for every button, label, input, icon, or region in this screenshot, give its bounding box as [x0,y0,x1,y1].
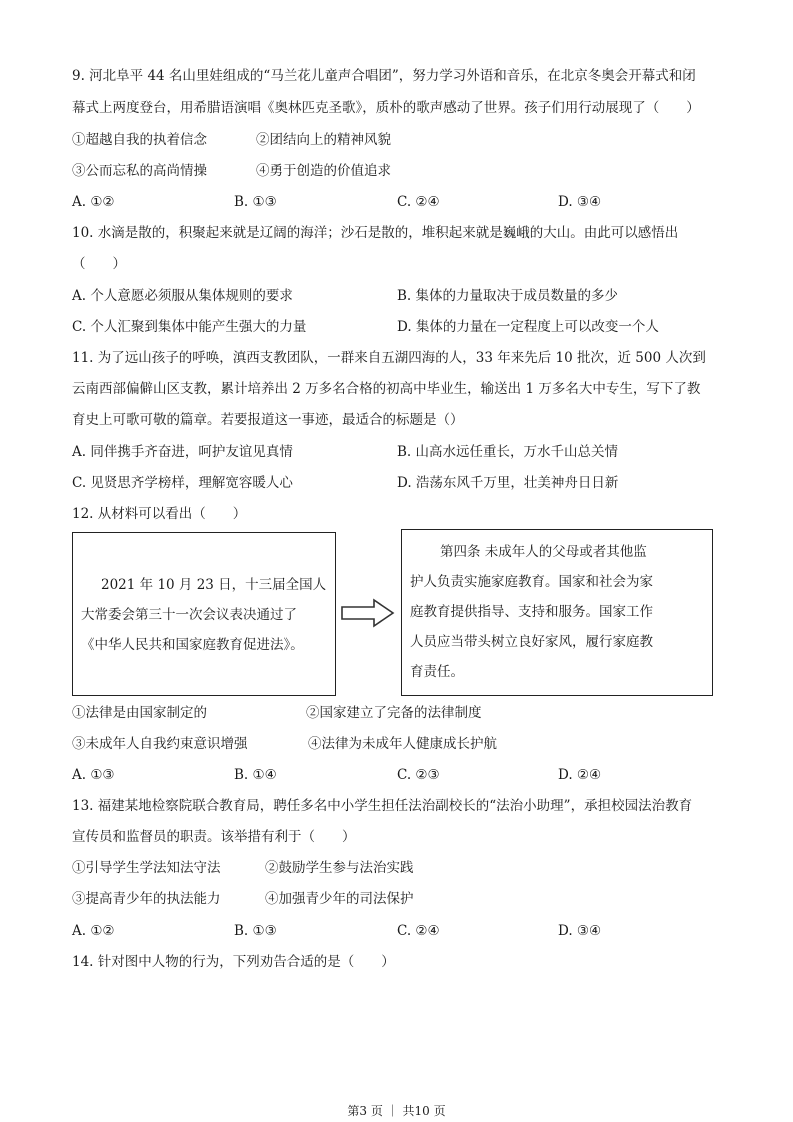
q9-stem-line1: 9. 河北阜平 44 名山里娃组成的“马兰花儿童声合唱团”，努力学习外语和音乐，在北京冬奥会开幕式和闭 [72,68,696,84]
q12-left-line1: 2021 年 10 月 23 日，十三届全国人 [101,577,327,593]
q10-stem-line1: 10. 水滴是散的，积聚起来就是辽阔的海洋；沙石是散的，堆积起来就是巍峨的大山。由此可以感悟出 [72,225,679,241]
q10-option-b: B. 集体的力量取决于成员数量的多少 [397,288,619,304]
q12-item-2: ②国家建立了完备的法律制度 [306,705,482,721]
q12-right-line1: 第四条 未成年人的父母或者其他监 [440,544,647,560]
q13-item-1: ①引导学生学法知法守法 [72,860,221,876]
q12-item-4: ④法律为未成年人健康成长护航 [308,736,497,752]
q9-option-b: B. ①③ [234,194,277,210]
q12-option-b: B. ①④ [234,767,277,783]
q9-item-1: ①超越自我的执着信念 [72,132,207,148]
q12-right-line2: 护人负责实施家庭教育。国家和社会为家 [410,574,653,590]
q9-option-c: C. ②④ [397,194,440,210]
q12-option-d: D. ②④ [558,767,602,783]
right-arrow-icon [340,598,396,628]
q11-stem-line2: 云南西部偏僻山区支教，累计培养出 2 万多名合格的初高中毕业生，输送出 1 万多名大中专生，写下了教 [72,381,701,397]
q14-stem: 14. 针对图中人物的行为，下列劝告合适的是（ ） [72,954,395,970]
q9-option-a: A. ①② [72,194,115,210]
q13-option-a: A. ①② [72,923,115,939]
q11-option-a: A. 同伴携手齐奋进，呵护友谊见真情 [72,444,293,460]
q9-item-4: ④勇于创造的价值追求 [256,163,391,179]
q12-item-3: ③未成年人自我约束意识增强 [72,736,248,752]
q10-option-a: A. 个人意愿必须服从集体规则的要求 [72,288,293,304]
q13-item-3: ③提高青少年的执法能力 [72,891,221,907]
q11-option-c: C. 见贤思齐学榜样，理解宽容暖人心 [72,475,293,491]
q11-option-b: B. 山高水远任重长，万水千山总关情 [397,444,619,460]
page-footer: 第3 页 ｜ 共10 页 [347,1104,446,1118]
q11-stem-line3: 育史上可歌可敬的篇章。若要报道这一事迹，最适合的标题是（） [72,412,464,428]
q12-option-c: C. ②③ [397,767,440,783]
q13-option-c: C. ②④ [397,923,440,939]
q11-stem-line1: 11. 为了远山孩子的呼唤，滇西支教团队，一群来自五湖四海的人，33 年来先后 10 批次，近 500 人次到 [72,350,706,366]
q12-option-a: A. ①③ [72,767,115,783]
q13-stem-line1: 13. 福建某地检察院联合教育局，聘任多名中小学生担任法治副校长的“法治小助理”，承担校园法治教育 [72,798,693,814]
q9-item-2: ②团结向上的精神风貌 [256,132,391,148]
q9-stem-line2: 幕式上两度登台，用希腊语演唱《奥林匹克圣歌》，质朴的歌声感动了世界。孩子们用行动展现了（ ） [72,100,700,116]
q13-item-2: ②鼓励学生参与法治实践 [265,860,414,876]
q13-option-b: B. ①③ [234,923,277,939]
q9-item-3: ③公而忘私的高尚情操 [72,163,207,179]
q12-material-right-box [401,529,713,696]
q13-option-d: D. ③④ [558,923,602,939]
q12-right-line4: 人员应当带头树立良好家风，履行家庭教 [410,634,653,650]
q12-stem: 12. 从材料可以看出（ ） [72,506,247,522]
q12-left-line2: 大常委会第三十一次会议表决通过了 [81,607,297,623]
q13-stem-line2: 宣传员和监督员的职责。该举措有利于（ ） [72,829,356,845]
q12-material-left-box [72,532,336,696]
q10-option-d: D. 集体的力量在一定程度上可以改变一个人 [397,319,659,335]
q12-right-line3: 庭教育提供指导、支持和服务。国家工作 [410,604,653,620]
q12-item-1: ①法律是由国家制定的 [72,705,207,721]
q10-option-c: C. 个人汇聚到集体中能产生强大的力量 [72,319,307,335]
q12-right-line5: 育责任。 [410,664,464,680]
q11-option-d: D. 浩荡东风千万里，壮美神舟日日新 [397,475,619,491]
q13-item-4: ④加强青少年的司法保护 [265,891,414,907]
q10-stem-line2: （ ） [72,256,126,272]
q9-option-d: D. ③④ [558,194,602,210]
q12-left-line3: 《中华人民共和国家庭教育促进法》。 [81,637,304,653]
